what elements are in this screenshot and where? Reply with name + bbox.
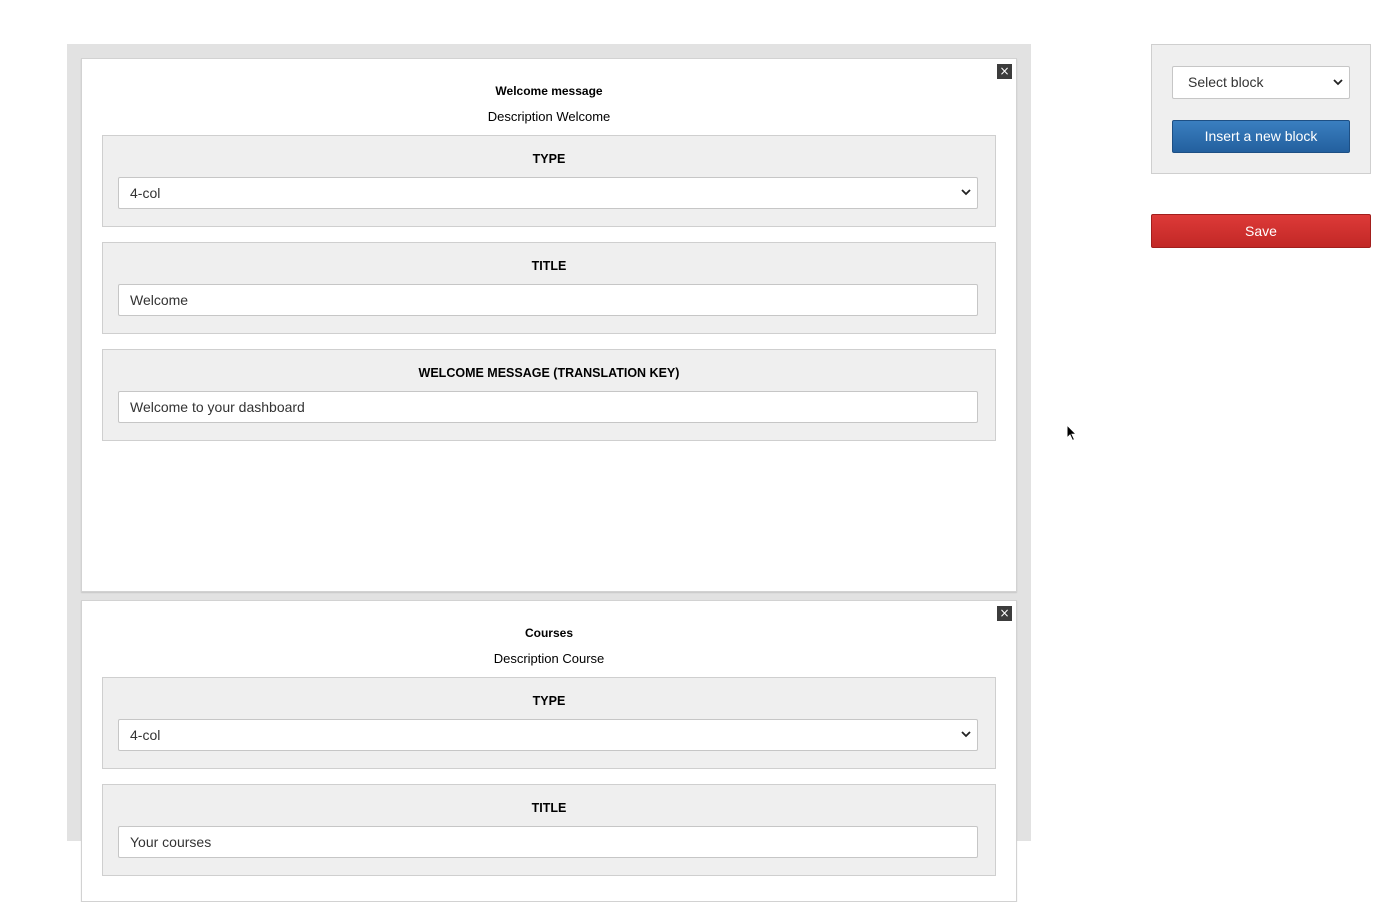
block-insert-panel: [1151, 44, 1371, 174]
field-group-title: [102, 784, 996, 876]
field-group-type: [102, 677, 996, 769]
field-label: TYPE: [532, 694, 566, 708]
block-title: Courses: [524, 626, 574, 640]
chevron-down-icon: [961, 178, 971, 220]
block-description: Description Welcome: [487, 109, 611, 124]
block-title: Welcome message: [495, 84, 603, 98]
mouse-cursor-icon: [1066, 424, 1078, 442]
block-card-welcome: [81, 58, 1017, 592]
chevron-down-icon: [961, 720, 971, 762]
field-group-title: [102, 242, 996, 334]
field-group-type: [102, 135, 996, 227]
type-select[interactable]: [118, 719, 978, 751]
save-button[interactable]: Save: [1151, 214, 1371, 248]
close-icon[interactable]: ×: [997, 606, 1012, 621]
select-block-dropdown[interactable]: [1172, 66, 1350, 99]
field-group-welcome-message: [102, 349, 996, 441]
field-label: TITLE: [531, 801, 567, 815]
title-input[interactable]: Welcome: [118, 284, 978, 316]
field-label: TYPE: [532, 152, 566, 166]
close-icon[interactable]: ×: [997, 64, 1012, 79]
block-description: Description Course: [493, 651, 605, 666]
welcome-message-input[interactable]: Welcome to your dashboard: [118, 391, 978, 423]
select-block-value: Select block: [1188, 74, 1264, 90]
field-label: WELCOME MESSAGE (TRANSLATION KEY): [418, 366, 680, 380]
chevron-down-icon: [1333, 67, 1343, 111]
type-select-value: 4-col: [130, 185, 161, 201]
field-label: TITLE: [531, 259, 567, 273]
insert-block-button[interactable]: Insert a new block: [1172, 120, 1350, 153]
blocks-area: [67, 44, 1031, 850]
block-card-courses: [81, 600, 1017, 902]
title-input[interactable]: Your courses: [118, 826, 978, 858]
type-select[interactable]: [118, 177, 978, 209]
type-select-value: 4-col: [130, 727, 161, 743]
